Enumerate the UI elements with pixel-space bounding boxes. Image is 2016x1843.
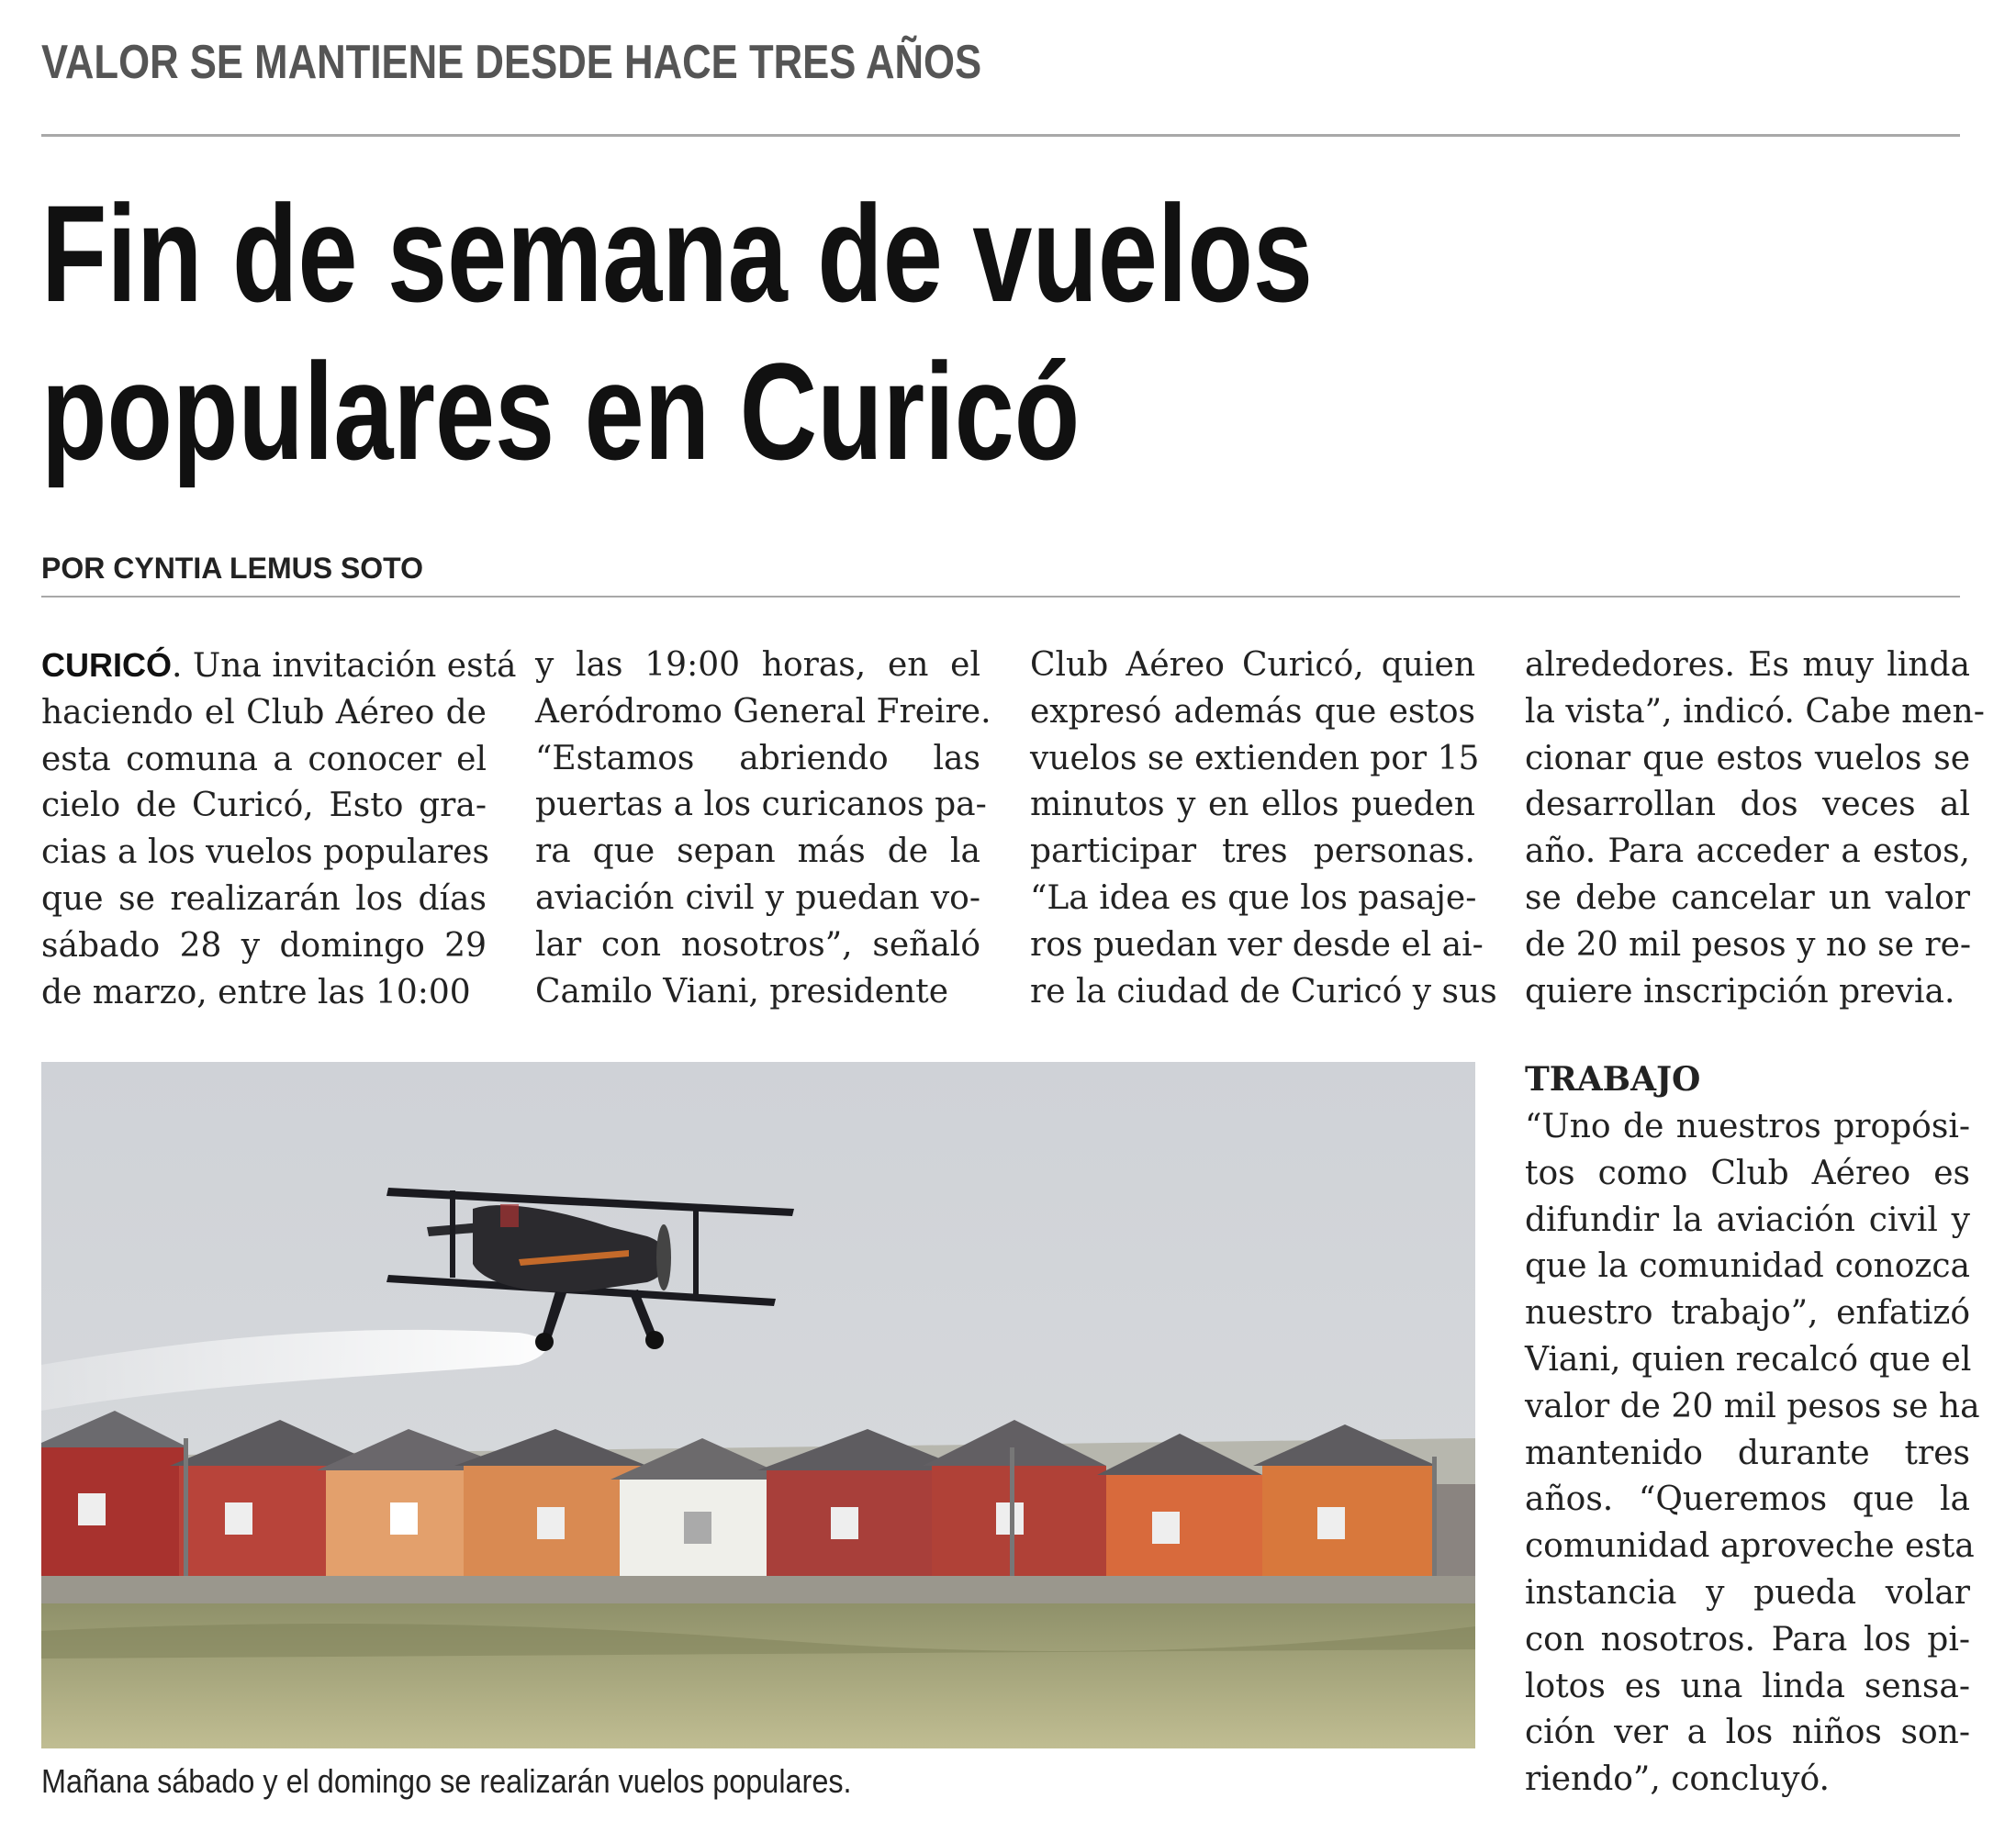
column-line: participar tres personas. [1030, 832, 1475, 871]
column-line: Camilo Viani, presidente [535, 972, 949, 1011]
column-line: lar con nosotros”, señaló [535, 925, 980, 964]
column-line: con nosotros. Para los pi- [1525, 1620, 1970, 1659]
column-line: mantenido durante tres [1525, 1434, 1970, 1472]
column-line: que se realizarán los días [41, 879, 487, 918]
column-line: cionar que estos vuelos se [1525, 739, 1970, 777]
byline-divider [41, 596, 1960, 598]
column-line: quiere inscripción previa. [1525, 972, 1955, 1011]
column-line: expresó además que estos [1030, 692, 1475, 731]
column-line: ros puedan ver desde el ai- [1030, 925, 1484, 964]
headline-line-2: populares en Curicó [41, 334, 1081, 488]
biplane-photo [41, 1062, 1475, 1748]
column-line: que la comunidad conozca [1525, 1247, 1970, 1286]
kicker: VALOR SE MANTIENE DESDE HACE TRES AÑOS [41, 36, 982, 89]
section-subhead: TRABAJO [1525, 1060, 1701, 1099]
column-line: años. “Queremos que la [1525, 1480, 1970, 1519]
photo-caption: Mañana sábado y el domingo se realizarán vuelos populares. [41, 1762, 852, 1800]
column-line: lotos es una linda sensa- [1525, 1667, 1970, 1705]
column-line: “La idea es que los pasaje- [1030, 878, 1477, 917]
column-line: comunidad aproveche esta [1525, 1527, 1975, 1566]
column-line: se debe cancelar un valor [1525, 878, 1970, 917]
trabajo-column [1525, 1104, 1980, 1804]
article-column-1 [41, 642, 517, 1016]
column-line: “Uno de nuestros propósi- [1525, 1108, 1970, 1145]
column-line: re la ciudad de Curicó y sus [1030, 972, 1497, 1011]
column-line: alrededores. Es muy linda [1525, 646, 1970, 684]
column-line: la vista”, indicó. Cabe men- [1525, 692, 1985, 731]
top-divider [41, 134, 1960, 137]
column-line: CURICÓ. Una invitación está [41, 646, 517, 685]
dateline: CURICÓ [41, 646, 172, 684]
article-column-3 [1030, 642, 1497, 1015]
column-line: vuelos se extienden por 15 [1030, 739, 1480, 777]
column-line: instancia y pueda volar [1525, 1573, 1970, 1612]
column-line: aviación civil y puedan vo- [535, 878, 980, 917]
column-line: minutos y en ellos pueden [1030, 786, 1475, 824]
column-line: año. Para acceder a estos, [1525, 832, 1970, 871]
column-line: Aeródromo General Freire. [535, 692, 991, 731]
column-line: de marzo, entre las 10:00 [41, 973, 471, 1011]
column-line: puertas a los curicanos pa- [535, 786, 987, 824]
column-line: de 20 mil pesos y no se re- [1525, 925, 1972, 964]
column-line: Viani, quien recalcó que el [1525, 1340, 1972, 1379]
article-column-2 [535, 642, 991, 1015]
column-line: sábado 28 y domingo 29 [41, 926, 487, 965]
column-line: ra que sepan más de la [535, 832, 980, 871]
column-line: haciendo el Club Aéreo de [41, 693, 487, 732]
column-line: cias a los vuelos populares [41, 833, 489, 872]
headline [41, 174, 1473, 490]
column-line: “Estamos abriendo las [535, 739, 980, 777]
byline: POR CYNTIA LEMUS SOTO [41, 552, 424, 585]
column-line: y las 19:00 horas, en el [535, 646, 980, 684]
biplane-over-houses-photo [41, 1062, 1475, 1748]
column-line: Club Aéreo Curicó, quien [1030, 646, 1475, 684]
article-column-4 [1525, 642, 1985, 1015]
headline-line-1: Fin de semana de vuelos [41, 176, 1313, 330]
column-line: valor de 20 mil pesos se ha [1525, 1387, 1980, 1425]
column-line: tos como Club Aéreo es [1525, 1154, 1970, 1192]
column-line: esta comuna a conocer el [41, 740, 487, 778]
column-line: desarrollan dos veces al [1525, 786, 1970, 824]
column-line: cielo de Curicó, Esto gra- [41, 787, 487, 825]
column-line: riendo”, concluyó. [1525, 1760, 1830, 1799]
column-line: nuestro trabajo”, enfatizó [1525, 1294, 1970, 1333]
column-line: ción ver a los niños son- [1525, 1714, 1970, 1752]
column-line: difundir la aviación civil y [1525, 1201, 1970, 1239]
